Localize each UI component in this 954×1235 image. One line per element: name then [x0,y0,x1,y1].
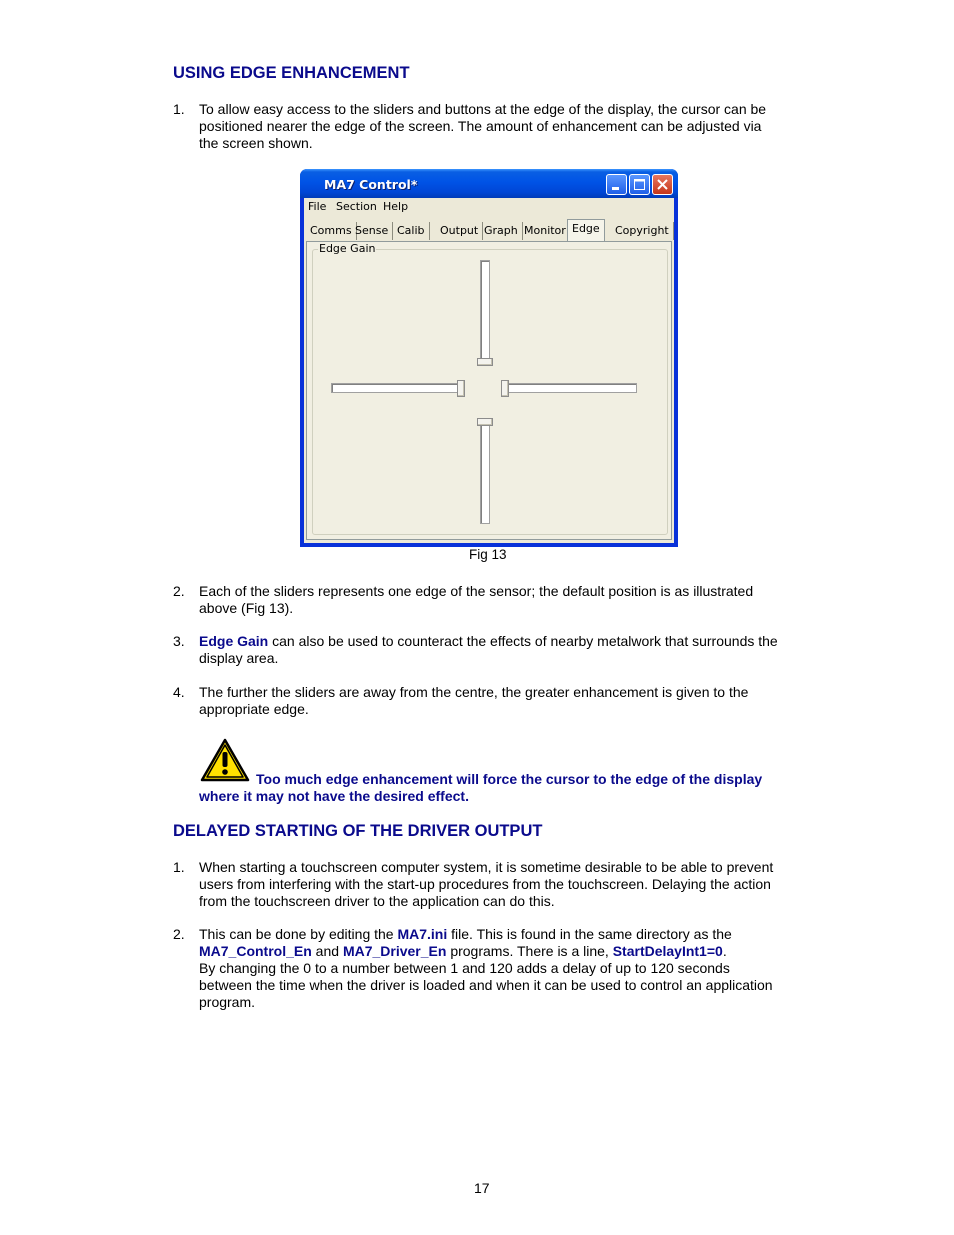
minimize-icon [607,175,626,194]
text-line [199,926,819,943]
list-item-text [199,684,819,718]
top-edge-slider-track[interactable] [480,260,490,366]
left-edge-slider-thumb[interactable] [457,380,465,397]
tab-copyright[interactable]: Copyright [611,222,674,240]
keyword-ma7-driver-en: MA7_Driver_En [342,943,447,959]
tab-calib[interactable]: Calib [393,222,430,240]
top-edge-slider-thumb[interactable] [477,358,493,366]
text-line: Each of the sliders represents one edge of the sensor; the default position is as illustrated [199,583,754,599]
tab-edge[interactable]: Edge [567,219,605,241]
menu-help[interactable]: Help [383,200,409,213]
maximize-icon [630,175,649,194]
bottom-edge-slider-track[interactable] [480,418,490,524]
text-line: display area. [199,650,279,666]
text-span: and [311,943,343,959]
list-item-text [199,101,819,152]
text-line: To allow easy access to the sliders and buttons at the edge of the display, the cursor can be [199,101,767,117]
list-number: 1. [173,859,185,875]
text-line: the screen shown. [199,135,313,151]
text-span: . [722,943,727,959]
text-span: file. This is found in the same directory as the [447,926,732,942]
left-edge-slider-track[interactable] [331,383,465,393]
keyword-ma7-ini: MA7.ini [397,926,448,942]
bottom-edge-slider-thumb[interactable] [477,418,493,426]
tab-graph[interactable]: Graph [480,222,523,240]
tab-sense[interactable]: Sense [351,222,393,240]
section-heading-edge-enhancement: USING EDGE ENHANCEMENT [173,64,410,82]
warning-icon [200,738,250,786]
warning-text-line-1: Too much edge enhancement will force the cursor to the edge of the display [256,771,763,787]
text-span: programs. There is a line, [446,943,613,959]
text-span: This can be done by editing the [199,926,398,942]
window-title: MA7 Control* [324,177,418,192]
ma7-control-window [300,169,678,547]
maximize-button[interactable] [629,174,650,195]
section-heading-delayed-starting: DELAYED STARTING OF THE DRIVER OUTPUT [173,822,543,840]
list-number: 2. [173,926,185,942]
text-line [199,633,819,650]
minimize-button[interactable] [606,174,627,195]
keyword-start-delay: StartDelayInt1=0 [612,943,723,959]
list-item-text [199,583,819,617]
title-bar [300,169,678,198]
menu-section[interactable]: Section [336,200,377,213]
keyword-edge-gain: Edge Gain [199,633,269,649]
menu-bar [304,198,674,218]
text-span: can also be used to counteract the effects of nearby metalwork that surrounds the [268,633,778,649]
text-line: between the time when the driver is loaded and when it can be used to control an application [199,977,773,993]
figure-caption: Fig 13 [469,547,507,562]
keyword-ma7-control-en: MA7_Control_En [199,943,312,959]
menu-file[interactable]: File [308,200,327,213]
text-line [199,943,819,960]
right-edge-slider-thumb[interactable] [501,380,509,397]
list-item-text [199,859,819,910]
close-button[interactable] [652,174,673,195]
tab-panel-edge [306,241,672,540]
list-number: 4. [173,684,185,700]
group-label: Edge Gain [319,242,376,255]
list-number: 1. [173,101,185,117]
text-line: positioned nearer the edge of the screen. The amount of enhancement can be adjusted via [199,118,762,134]
tab-monitor[interactable]: Monitor [520,222,571,240]
text-line: above (Fig 13). [199,600,294,616]
tab-output[interactable]: Output [436,222,483,240]
text-line: program. [199,994,256,1010]
right-edge-slider-track[interactable] [505,383,637,393]
list-number: 3. [173,633,185,649]
window-client-area [304,198,674,543]
tab-comms[interactable]: Comms [306,222,357,240]
list-number: 2. [173,583,185,599]
text-line: The further the sliders are away from the centre, the greater enhancement is given to the [199,684,749,700]
close-icon [653,175,672,194]
text-line: When starting a touchscreen computer system, it is sometime desirable to be able to prevent [199,859,774,875]
text-line: appropriate edge. [199,701,309,717]
text-line: from the touchscreen driver to the application can do this. [199,893,555,909]
text-line: By changing the 0 to a number between 1 and 120 adds a delay of up to 120 seconds [199,960,730,976]
list-item-text [199,926,819,1011]
warning-text-line-2: where it may not have the desired effect. [199,788,469,804]
text-line: users from interfering with the start-up procedures from the touchscreen. Delaying the action [199,876,771,892]
tab-strip [306,220,672,240]
page-number: 17 [474,1180,490,1196]
list-item-text [199,633,819,667]
